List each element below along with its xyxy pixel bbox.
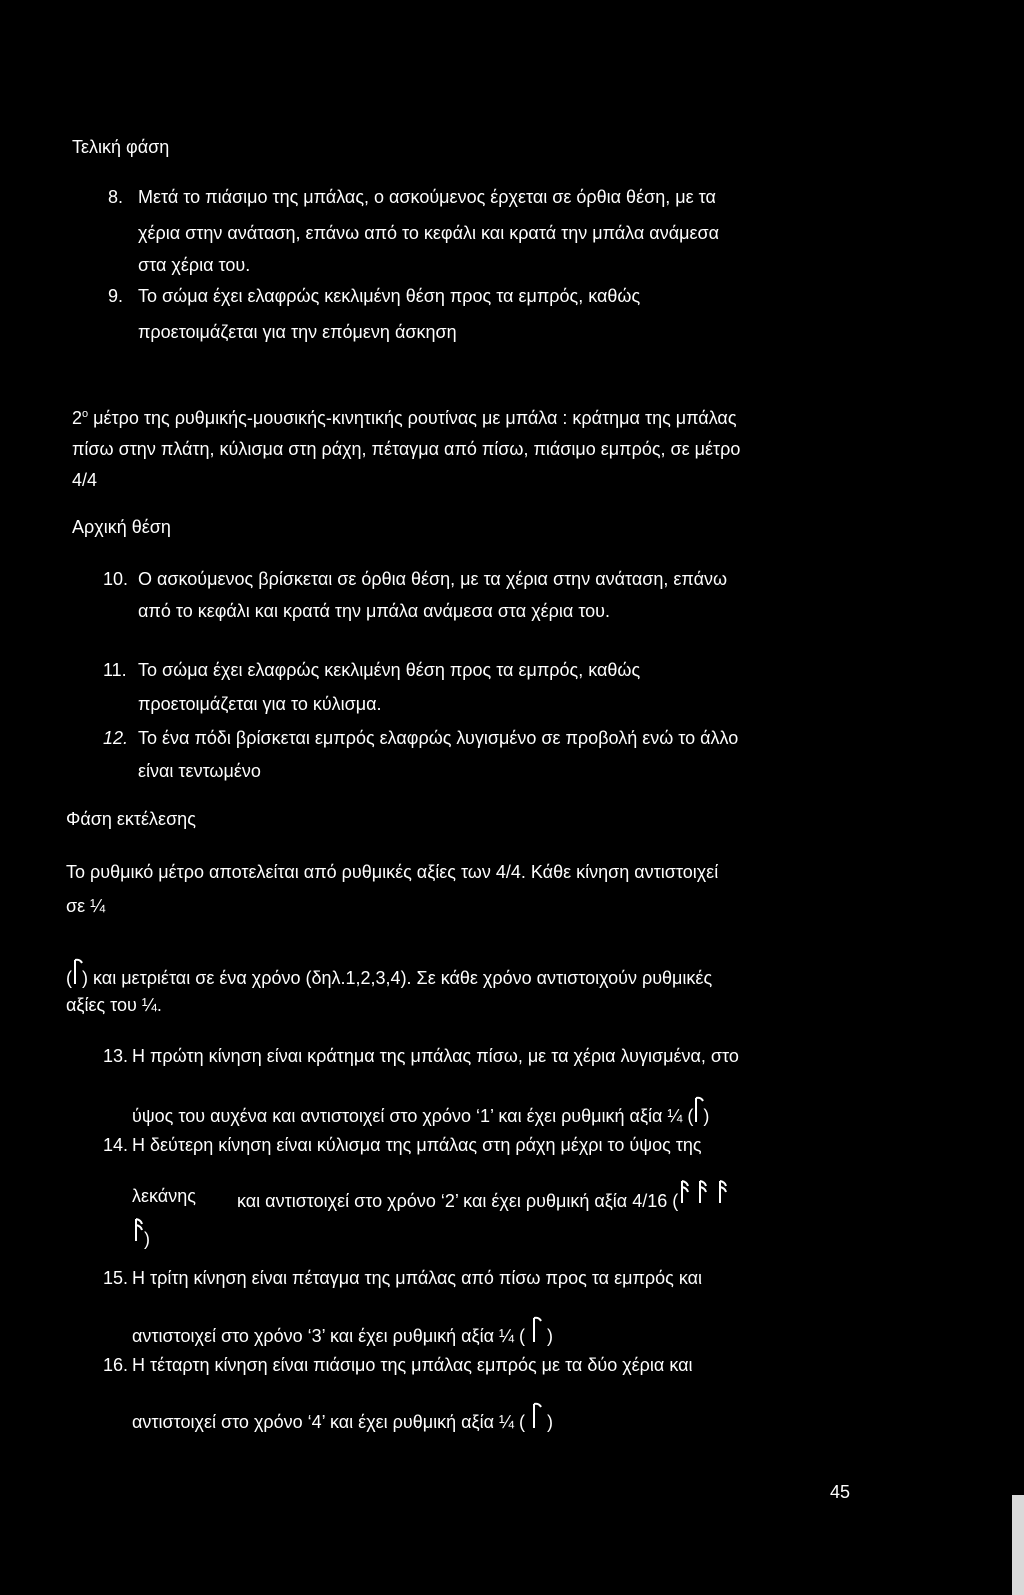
page-number: 45: [830, 1482, 851, 1502]
rhythm-paragraph-line: αξίες του ¼.: [66, 995, 162, 1015]
meter-paragraph-line: πίσω στην πλάτη, κύλισμα στη ράχη, πέταγμα από πίσω, πιάσιμο εμπρός, σε μέτρο: [72, 439, 741, 459]
list-item-text: Η τρίτη κίνηση είναι πέταγμα της μπάλας από πίσω προς τα εμπρός και: [132, 1268, 703, 1288]
list-item-text: [132, 1322, 553, 1345]
list-item-text: [132, 1225, 150, 1248]
sixteenth-note-icon: [678, 1187, 730, 1209]
meter-paragraph-line: 4/4: [72, 470, 98, 490]
list-item-text: από το κεφάλι και κρατά την μπάλα ανάμεσα στα χέρια του.: [138, 601, 611, 621]
sixteenth-note-icon: [132, 1225, 144, 1247]
list-item-text: Ο ασκούμενος βρίσκεται σε όρθια θέση, με τα χέρια στην ανάταση, επάνω: [138, 569, 728, 589]
rhythm-text: και μετριέται σε ένα χρόνο (δηλ.1,2,3,4). Σε κάθε χρόνο αντιστοιχούν ρυθμικές: [88, 968, 713, 988]
list-number: 9.: [108, 286, 124, 306]
section-heading-final-phase: Τελική φάση: [72, 137, 170, 157]
list-item-text: χέρια στην ανάταση, επάνω από το κεφάλι και κρατά την μπάλα ανάμεσα: [138, 223, 720, 243]
list-item-text: Μετά το πιάσιμο της μπάλας, ο ασκούμενος έρχεται σε όρθια θέση, με τα: [138, 187, 716, 207]
list-item-text: Η πρώτη κίνηση είναι κράτημα της μπάλας πίσω, με τα χέρια λυγισμένα, στο: [132, 1046, 739, 1066]
list-number: 16.: [103, 1355, 129, 1375]
list-item-text: Το σώμα έχει ελαφρώς κεκλιμένη θέση προς τα εμπρός, καθώς: [138, 286, 641, 306]
paren: ): [82, 968, 88, 988]
list-item-text: Το ένα πόδι βρίσκεται εμπρός ελαφρώς λυγισμένο σε προβολή ενώ το άλλο: [138, 728, 739, 748]
list-number: 14.: [103, 1135, 129, 1155]
list-item-text: [132, 1408, 553, 1431]
paren: ): [547, 1326, 554, 1346]
list-number: 8.: [108, 187, 124, 207]
item-text: αντιστοιχεί στο χρόνο ‘3’ και έχει ρυθμική αξία ¼ (: [132, 1326, 526, 1346]
quarter-note-icon: [531, 1322, 541, 1344]
list-item-text: [132, 1102, 709, 1125]
list-item-text: είναι τεντωμένο: [138, 761, 261, 781]
section-heading-execution-phase: Φάση εκτέλεσης: [66, 809, 196, 829]
list-item-text: Η δεύτερη κίνηση είναι κύλισμα της μπάλας στη ράχη μέχρι το ύψος της: [132, 1135, 702, 1155]
section-heading-initial-position: Αρχική θέση: [72, 517, 171, 537]
list-item-text: προετοιμάζεται για το κύλισμα.: [138, 694, 382, 714]
list-number: 12.: [103, 728, 129, 748]
paren: ): [547, 1412, 554, 1432]
list-item-text: λεκάνης: [132, 1186, 196, 1206]
meter-text: μέτρο της ρυθμικής-μουσικής-κινητικής ρουτίνας με μπάλα : κράτημα της μπάλας: [88, 408, 737, 428]
list-item-text: Η τέταρτη κίνηση είναι πιάσιμο της μπάλας εμπρός με τα δύο χέρια και: [132, 1355, 693, 1375]
item-text: ύψος του αυχένα και αντιστοιχεί στο χρόνο ‘1’ και έχει ρυθμική αξία ¼ (: [132, 1106, 694, 1126]
rhythm-paragraph-line: Το ρυθμικό μέτρο αποτελείται από ρυθμικές αξίες των 4/4. Κάθε κίνηση αντιστοιχεί: [66, 862, 719, 882]
list-number: 10.: [103, 569, 129, 589]
superscript: ο: [82, 408, 89, 420]
scan-edge: [1012, 1495, 1024, 1595]
list-number: 13.: [103, 1046, 129, 1066]
meter-number: 2: [72, 408, 83, 428]
item-text: αντιστοιχεί στο χρόνο ‘4’ και έχει ρυθμική αξία ¼ (: [132, 1412, 526, 1432]
rhythm-paragraph-line: [66, 964, 712, 987]
paren: (: [66, 968, 72, 988]
rhythm-paragraph-line: σε ¼: [66, 896, 106, 916]
list-item-text: Το σώμα έχει ελαφρώς κεκλιμένη θέση προς τα εμπρός, καθώς: [138, 660, 641, 680]
item-text: και αντιστοιχεί στο χρόνο ‘2’ και έχει ρυθμική αξία 4/16 (: [237, 1191, 679, 1211]
paren: ): [144, 1229, 150, 1249]
quarter-note-icon: [693, 1102, 703, 1124]
list-item-text: προετοιμάζεται για την επόμενη άσκηση: [138, 322, 457, 342]
list-item-text: στα χέρια του.: [138, 255, 251, 275]
list-number: 11.: [103, 660, 127, 680]
list-item-text: [237, 1187, 730, 1210]
quarter-note-icon: [72, 964, 82, 986]
quarter-note-icon: [531, 1408, 541, 1430]
meter-paragraph-line: [72, 409, 737, 427]
paren: ): [703, 1106, 710, 1126]
list-number: 15.: [103, 1268, 129, 1288]
